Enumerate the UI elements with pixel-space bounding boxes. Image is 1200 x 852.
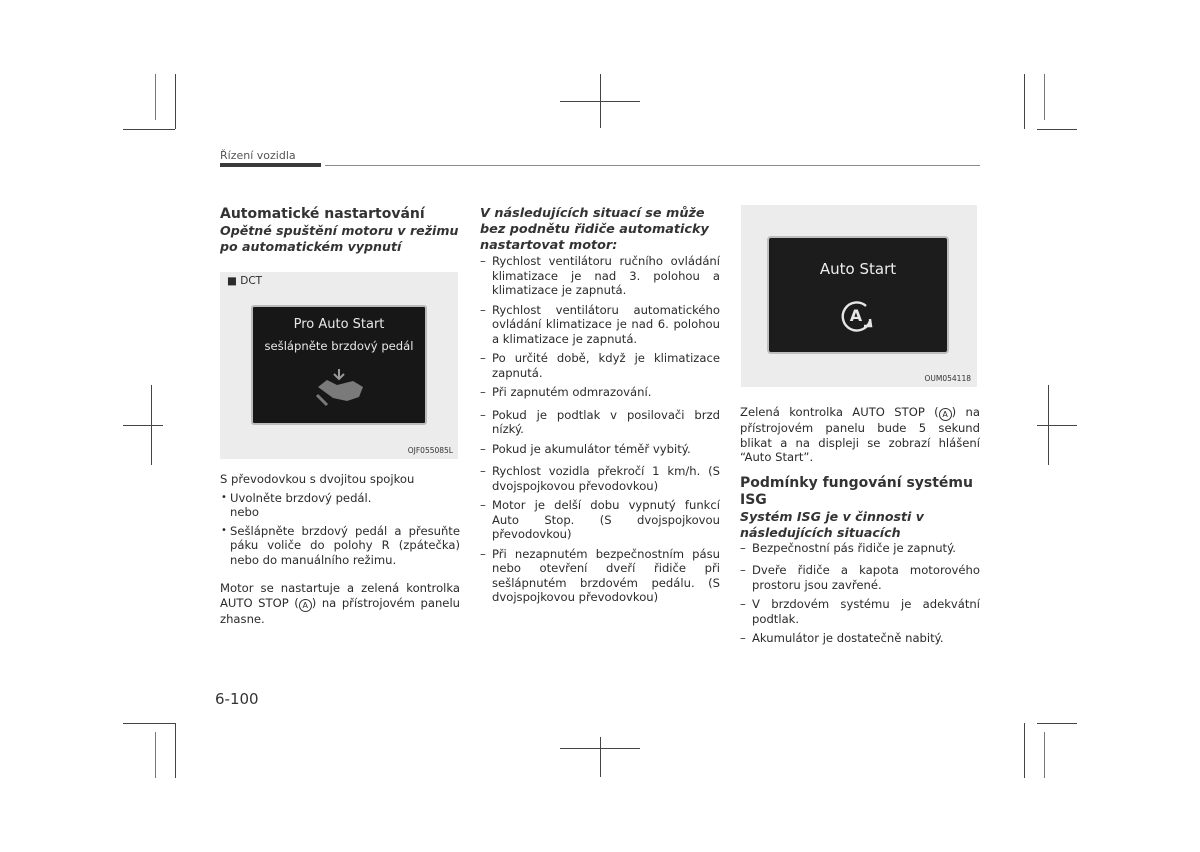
list-item: – Bezpečnostní pás řidiče je zapnutý. bbox=[740, 541, 980, 556]
conditions-subheading: Systém ISG je v činnosti v následujících situacích bbox=[740, 508, 924, 540]
list-item: – Pokud je akumulátor téměř vybitý. bbox=[480, 442, 720, 457]
situations-list bbox=[480, 254, 720, 605]
auto-start-paragraph: Zelená kontrolka AUTO STOP ( A ) na přístrojovém panelu bude 5 sekund blikat a na displeji se zobrazí hlášení “Auto Start”. bbox=[740, 405, 980, 464]
or-text: nebo bbox=[230, 505, 259, 519]
header-bar bbox=[220, 163, 321, 167]
auto-stop-indicator-icon: A bbox=[299, 599, 312, 612]
figure-code: OUM054118 bbox=[924, 374, 971, 383]
list-item: • Uvolněte brzdový pedál. nebo bbox=[220, 491, 460, 520]
display-screen bbox=[767, 236, 949, 354]
column-3 bbox=[740, 405, 980, 651]
auto-start-icon: A bbox=[840, 299, 872, 331]
intro-text: S převodovkou s dvojitou spojkou bbox=[220, 472, 415, 486]
figure-dct bbox=[220, 272, 458, 459]
list-item: – V brzdovém systému je adekvátní podtlak. bbox=[740, 597, 980, 626]
figure-auto-start bbox=[741, 205, 977, 387]
display-screen bbox=[251, 305, 427, 425]
column-1 bbox=[220, 206, 460, 255]
list-item: – Pokud je podtlak v posilovači brzd nízký. bbox=[480, 408, 720, 437]
page-number: 6-100 bbox=[215, 690, 259, 708]
result-paragraph: Motor se nastartuje a zelená kontrolka AUTO STOP ( A ) na přístrojovém panelu zhasne. bbox=[220, 581, 461, 626]
list-item: – Při zapnutém odmrazování. bbox=[480, 385, 720, 400]
list-item: – Dveře řidiče a kapota motorového prostoru jsou zavřené. bbox=[740, 563, 980, 592]
screen-line-1: Pro Auto Start bbox=[293, 317, 385, 332]
section-label: Řízení vozidla bbox=[220, 149, 296, 162]
list-item: • Sešlápněte brzdový pedál a přesuňte páku voliče do polohy R (zpátečka) nebo do manuálního režimu. bbox=[220, 524, 460, 568]
list-item: – Rychlost ventilátoru automatického ovládání klimatizace je nad 6. polohou a klimatizace je zapnutá. bbox=[480, 303, 720, 347]
list-item: – Motor je delší dobu vypnutý funkcí Auto Stop. (S dvojspojkovou převodovkou) bbox=[480, 498, 720, 542]
column-2 bbox=[480, 206, 720, 610]
list-item: – Při nezapnutém bezpečnostním pásu nebo otevření dveří řidiče při sešlápnutém brzdovém pedálu. (S dvojspojkovou převodovkou) bbox=[480, 547, 720, 605]
list-item: – Rychlost vozidla překročí 1 km/h. (S dvojspojkovou převodovkou) bbox=[480, 464, 720, 493]
auto-stop-indicator-icon: A bbox=[939, 408, 952, 421]
list-item: – Rychlost ventilátoru ručního ovládání klimatizace je nad 3. polohou a klimatizace je zapnutá. bbox=[480, 254, 720, 298]
section-heading: Automatické nastartování bbox=[220, 206, 425, 222]
situations-heading: V následujících situací se může bez podnětu řidiče automaticky nastartovat motor: bbox=[480, 206, 709, 253]
list-item: – Akumulátor je dostatečně nabitý. bbox=[740, 631, 980, 646]
column-1-body bbox=[220, 472, 460, 626]
header-rule bbox=[325, 165, 980, 166]
figure-code: OJF055085L bbox=[407, 446, 453, 455]
brake-pedal-icon bbox=[313, 365, 369, 409]
screen-text: Auto Start bbox=[819, 260, 897, 278]
conditions-heading: Podmínky fungování systému ISG bbox=[740, 474, 973, 508]
section-subheading: Opětné spuštění motoru v režimu po automatickém vypnutí bbox=[220, 223, 459, 254]
list-item: – Po určité době, když je klimatizace zapnutá. bbox=[480, 351, 720, 380]
conditions-list bbox=[740, 541, 980, 646]
figure-tag: ■ DCT bbox=[227, 275, 263, 287]
screen-line-2: sešlápněte brzdový pedál bbox=[264, 339, 414, 353]
instruction-list bbox=[220, 491, 460, 568]
